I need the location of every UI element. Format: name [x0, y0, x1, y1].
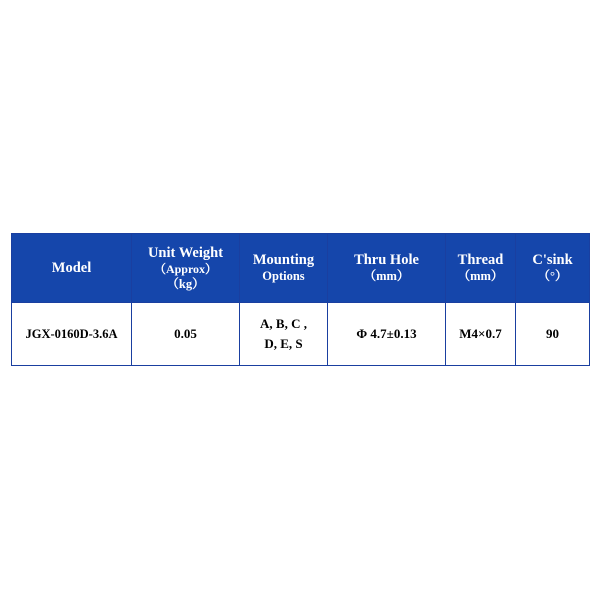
column-header-csink-text: C'sink: [532, 252, 573, 269]
column-header-mounting-line1: Mounting: [252, 252, 315, 269]
table-body: [12, 303, 590, 366]
specification-table: [11, 233, 590, 366]
column-header-thread-units: （mm）: [457, 269, 504, 284]
column-header-thru-hole: [328, 234, 446, 303]
column-header-unit-weight: [132, 234, 240, 303]
column-header-unit-weight-text: Unit Weight: [147, 244, 224, 261]
specification-table-container: [11, 233, 589, 366]
column-header-model: [12, 234, 132, 303]
column-header-unit-weight-approx: （Approx）: [153, 261, 218, 276]
cell-thru-hole: Φ 4.7±0.13: [328, 303, 446, 366]
cell-csink: 90: [516, 303, 590, 366]
cell-model: JGX-0160D-3.6A: [12, 303, 132, 366]
column-header-thread: [446, 234, 516, 303]
column-header-unit-weight-units: （kg）: [166, 276, 205, 291]
cell-thread: M4×0.7: [446, 303, 516, 366]
table-header: [12, 234, 590, 303]
column-header-thread-text: Thread: [457, 252, 504, 269]
column-header-mounting-line2: Options: [262, 269, 305, 284]
cell-mounting-options-line1: A, B, C ,: [260, 315, 307, 331]
table-header-row: [12, 234, 590, 303]
table-row: [12, 303, 590, 366]
column-header-model-text: Model: [51, 259, 92, 276]
cell-mounting-options-line2: D, E, S: [264, 336, 303, 351]
cell-mounting-options: [240, 303, 328, 366]
column-header-csink-units: （°）: [537, 269, 568, 284]
column-header-mounting-options: [240, 234, 328, 303]
column-header-thru-hole-units: （mm）: [363, 269, 410, 284]
cell-unit-weight: 0.05: [132, 303, 240, 366]
column-header-csink: [516, 234, 590, 303]
column-header-thru-hole-text: Thru Hole: [354, 252, 419, 269]
